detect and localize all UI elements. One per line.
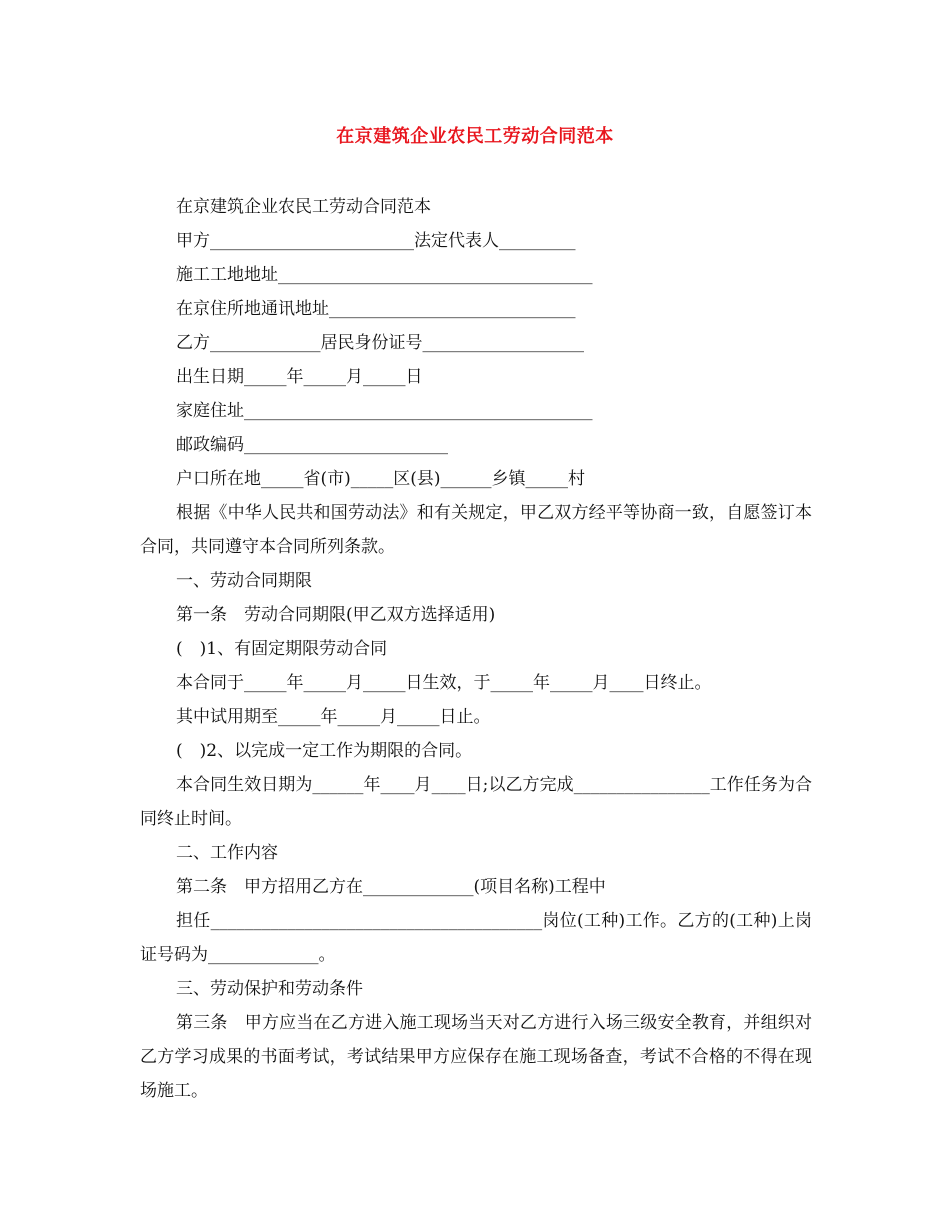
party-b-line: 乙方_____________居民身份证号___________________ bbox=[176, 333, 584, 353]
party-a-line: 甲方________________________法定代表人_________ bbox=[176, 231, 576, 251]
home-address-line: 家庭住址_________________________________________ bbox=[176, 401, 593, 421]
birth-date-line: 出生日期_____年_____月_____日 bbox=[176, 367, 423, 387]
document-body bbox=[140, 190, 812, 1108]
section-heading-2: 二、工作内容 bbox=[176, 843, 278, 863]
option-1-line: ( )1、有固定期限劳动合同 bbox=[176, 639, 388, 659]
task-term-paragraph: 本合同生效日期为______年____月____日;以乙方完成________________工作任务为合同终止时间。 bbox=[140, 775, 812, 829]
beijing-address-line: 在京住所地通讯地址_____________________________ bbox=[176, 299, 576, 319]
article-1-heading: 第一条 劳动合同期限(甲乙双方选择适用) bbox=[176, 605, 496, 625]
document-title: 在京建筑企业农民工劳动合同范本 bbox=[336, 126, 614, 147]
postal-code-line: 邮政编码________________________ bbox=[176, 435, 448, 455]
article-2-line: 第二条 甲方招用乙方在_____________(项目名称)工程中 bbox=[176, 877, 606, 897]
household-registration-line: 户口所在地_____省(市)_____区(县)______乡镇_____村 bbox=[176, 469, 586, 489]
option-2-line: ( )2、以完成一定工作为期限的合同。 bbox=[176, 741, 473, 761]
section-heading-1: 一、劳动合同期限 bbox=[176, 571, 312, 591]
section-heading-3: 三、劳动保护和劳动条件 bbox=[176, 979, 363, 999]
subtitle-line: 在京建筑企业农民工劳动合同范本 bbox=[176, 197, 431, 217]
article-3-paragraph: 第三条 甲方应当在乙方进入施工现场当天对乙方进行入场三级安全教育，并组织对乙方学习成果的书面考试，考试结果甲方应保存在施工现场备查，考试不合格的不得在现场施工。 bbox=[140, 1013, 812, 1101]
probation-line: 其中试用期至_____年_____月_____日止。 bbox=[176, 707, 491, 727]
fixed-term-dates-line: 本合同于_____年_____月_____日生效，于_____年_____月____日终止。 bbox=[176, 673, 712, 693]
preamble-paragraph: 根据《中华人民共和国劳动法》和有关规定，甲乙双方经平等协商一致，自愿签订本合同，共同遵守本合同所列条款。 bbox=[140, 503, 812, 557]
position-paragraph: 担任_______________________________________岗位(工种)工作。乙方的(工种)上岗证号码为_____________。 bbox=[140, 911, 812, 965]
site-address-line: 施工工地地址_____________________________________ bbox=[176, 265, 593, 285]
